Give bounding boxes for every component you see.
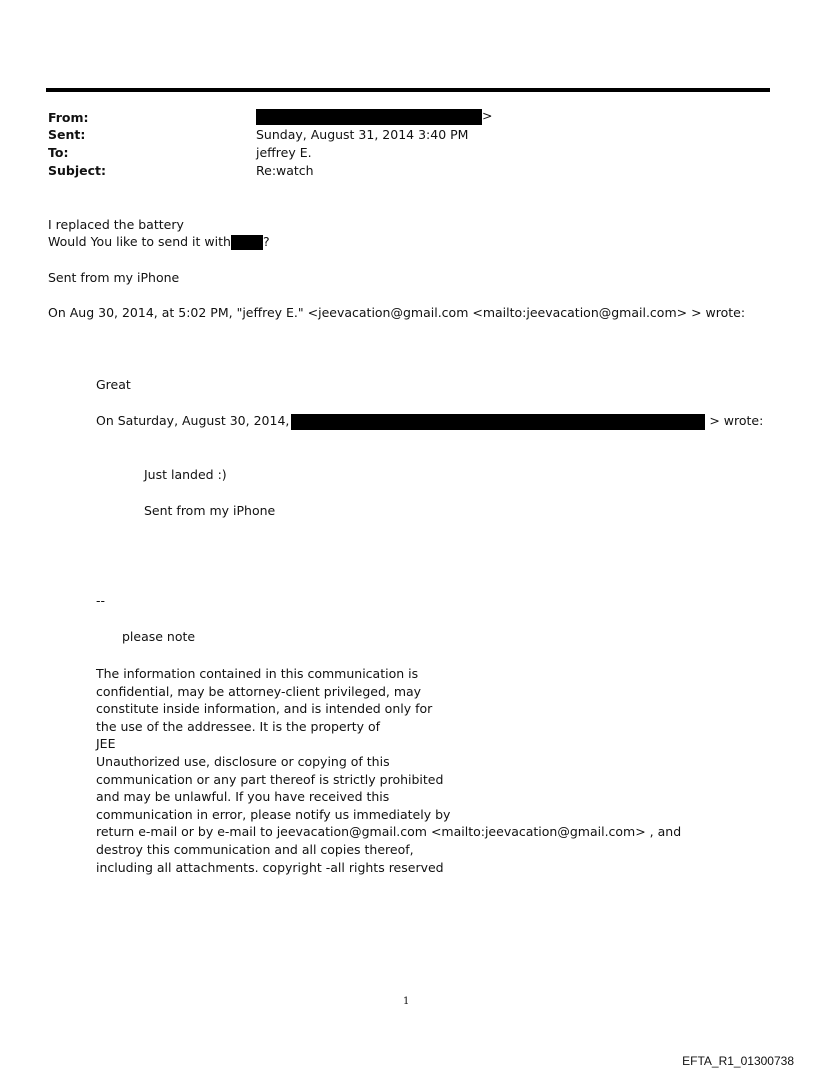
disclaimer-line: Unauthorized use, disclosure or copying of this — [96, 753, 390, 769]
redaction-block — [231, 235, 263, 250]
body-line-2-prefix: Would You like to send it with — [48, 234, 231, 249]
disclaimer-line: communication or any part thereof is strictly prohibited — [96, 771, 444, 787]
quote1-intro-suffix: > wrote: — [709, 413, 764, 428]
page-number: 1 — [403, 996, 410, 1007]
to-value: jeffrey E. — [256, 145, 312, 160]
redaction-block — [291, 414, 705, 430]
disclaimer-line: including all attachments. copyright -all rights reserved — [96, 859, 444, 875]
disclaimer-line: communication in error, please notify us immediately by — [96, 806, 451, 822]
disclaimer-note: please note — [122, 629, 196, 644]
body-line-2 — [48, 234, 270, 250]
document-id: EFTA_R1_01300738 — [682, 1054, 794, 1068]
from-value — [256, 108, 492, 125]
sent-value: Sunday, August 31, 2014 3:40 PM — [256, 127, 469, 142]
body-line-1: I replaced the battery — [48, 217, 184, 232]
quote1-intro — [96, 413, 763, 430]
from-label: From: — [48, 110, 89, 125]
disclaimer-line: constitute inside information, and is intended only for — [96, 701, 433, 717]
from-suffix: > — [482, 108, 493, 123]
quote2-signature: Sent from my iPhone — [144, 503, 276, 518]
body-line-2-suffix: ? — [262, 234, 270, 249]
quote-intro: On Aug 30, 2014, at 5:02 PM, "jeffrey E." <jeevacation@gmail.com <mailto:jeevacation@gmail.com> > wrote: — [48, 305, 746, 320]
disclaimer-text — [96, 665, 681, 876]
disclaimer-line: JEE — [96, 736, 116, 752]
sent-label: Sent: — [48, 127, 86, 142]
disclaimer-line: The information contained in this communication is — [96, 666, 419, 681]
disclaimer-line: and may be unlawful. If you have received this — [96, 789, 390, 805]
subject-label: Subject: — [48, 163, 106, 178]
disclaimer-line: confidential, may be attorney-client privileged, may — [96, 683, 422, 699]
disclaimer-line: return e-mail or by e-mail to jeevacation@gmail.com <mailto:jeevacation@gmail.com> , and — [96, 824, 682, 840]
disclaimer-line: the use of the addressee. It is the property of — [96, 718, 381, 734]
body-signature: Sent from my iPhone — [48, 270, 180, 285]
quote2-text: Just landed :) — [144, 467, 227, 482]
subject-value: Re:watch — [256, 163, 314, 178]
to-label: To: — [48, 145, 69, 160]
redaction-block — [256, 109, 482, 125]
disclaimer-line: destroy this communication and all copies thereof, — [96, 841, 414, 857]
header-rule — [46, 88, 770, 92]
quote1-intro-prefix: On Saturday, August 30, 2014, — [96, 413, 290, 428]
quote1-text: Great — [96, 377, 131, 392]
signature-separator: -- — [96, 593, 106, 608]
